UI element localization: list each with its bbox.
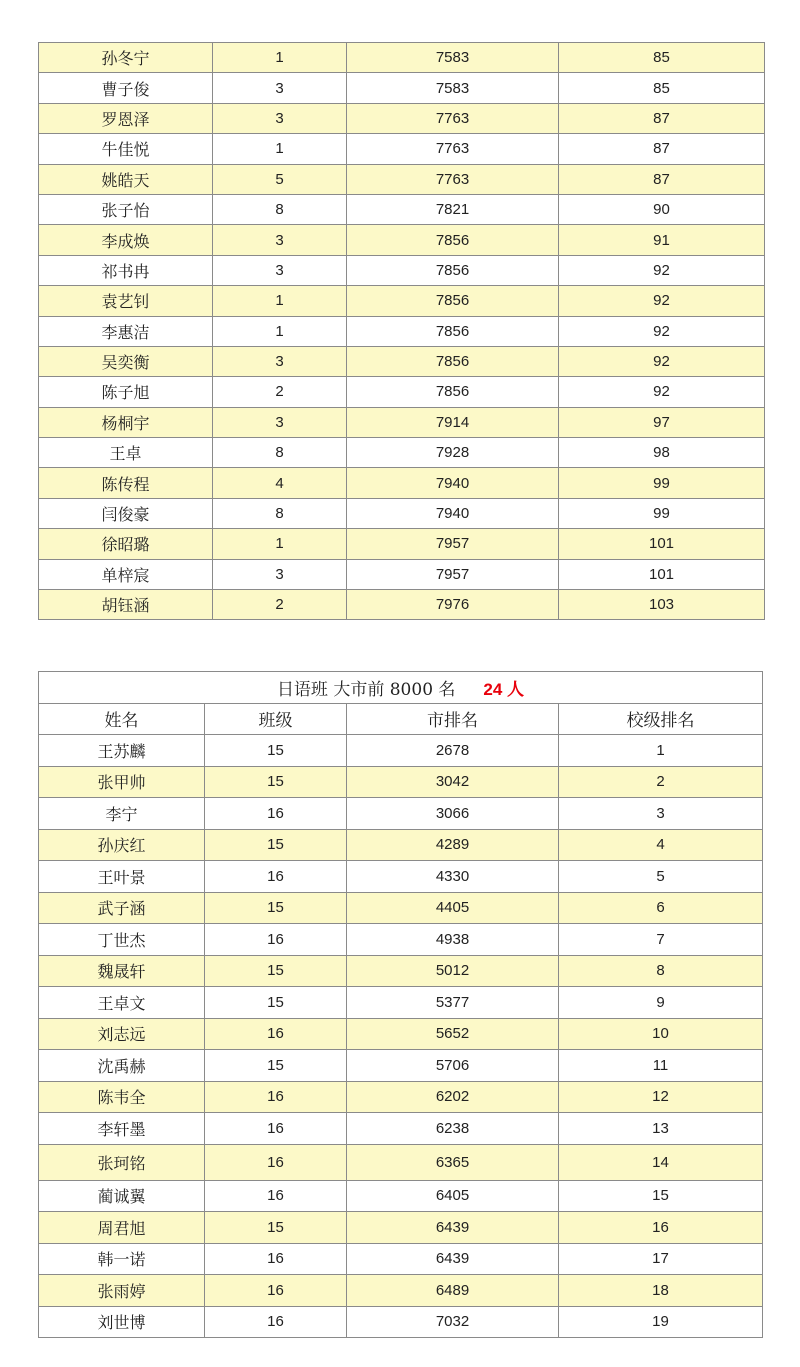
- cell-class: 2: [213, 377, 347, 407]
- cell-school-rank: 19: [559, 1306, 763, 1338]
- table-row: [39, 286, 765, 316]
- cell-class: 3: [213, 255, 347, 285]
- cell-class: 4: [213, 468, 347, 498]
- cell-name: 刘志远: [39, 1018, 205, 1050]
- cell-city-rank: 5377: [347, 987, 559, 1019]
- cell-school-rank: 10: [559, 1018, 763, 1050]
- cell-school-rank: 92: [559, 316, 765, 346]
- cell-name: 陈子旭: [39, 377, 213, 407]
- cell-class: 15: [205, 1212, 347, 1244]
- table-row: [39, 103, 765, 133]
- table-title: [39, 672, 763, 704]
- cell-name: 孙庆红: [39, 829, 205, 861]
- cell-name: 曹子俊: [39, 73, 213, 103]
- cell-city-rank: 7856: [347, 346, 559, 376]
- cell-class: 16: [205, 1081, 347, 1113]
- cell-city-rank: 7763: [347, 134, 559, 164]
- cell-class: 16: [205, 924, 347, 956]
- cell-class: 15: [205, 892, 347, 924]
- cell-name: 沈禹赫: [39, 1050, 205, 1082]
- cell-name: 张甲帅: [39, 766, 205, 798]
- cell-school-rank: 16: [559, 1212, 763, 1244]
- cell-name: 蔺诚翼: [39, 1180, 205, 1212]
- cell-school-rank: 92: [559, 286, 765, 316]
- cell-city-rank: 7821: [347, 194, 559, 224]
- cell-class: 15: [205, 766, 347, 798]
- table-row: [39, 590, 765, 620]
- cell-name: 祁书冉: [39, 255, 213, 285]
- cell-school-rank: 98: [559, 438, 765, 468]
- table-row: [39, 1212, 763, 1244]
- cell-city-rank: 7032: [347, 1306, 559, 1338]
- cell-class: 3: [213, 225, 347, 255]
- cell-school-rank: 99: [559, 468, 765, 498]
- header-school-rank: 校级排名: [559, 703, 763, 735]
- cell-name: 徐昭璐: [39, 529, 213, 559]
- table-row: [39, 529, 765, 559]
- cell-name: 王卓文: [39, 987, 205, 1019]
- cell-school-rank: 18: [559, 1275, 763, 1307]
- cell-name: 吴奕衡: [39, 346, 213, 376]
- cell-class: 3: [213, 407, 347, 437]
- cell-city-rank: 7928: [347, 438, 559, 468]
- cell-school-rank: 103: [559, 590, 765, 620]
- cell-city-rank: 6489: [347, 1275, 559, 1307]
- cell-class: 16: [205, 798, 347, 830]
- cell-city-rank: 4330: [347, 861, 559, 893]
- cell-name: 王卓: [39, 438, 213, 468]
- table-row: [39, 43, 765, 73]
- cell-school-rank: 87: [559, 103, 765, 133]
- cell-school-rank: 5: [559, 861, 763, 893]
- header-name: 姓名: [39, 703, 205, 735]
- top-ranking-table: [38, 42, 765, 620]
- cell-school-rank: 17: [559, 1243, 763, 1275]
- table-row: [39, 1144, 763, 1180]
- cell-school-rank: 4: [559, 829, 763, 861]
- cell-school-rank: 6: [559, 892, 763, 924]
- cell-name: 李惠洁: [39, 316, 213, 346]
- cell-name: 杨桐宇: [39, 407, 213, 437]
- cell-city-rank: 3066: [347, 798, 559, 830]
- table-row: [39, 194, 765, 224]
- table-row: [39, 1306, 763, 1338]
- cell-school-rank: 87: [559, 164, 765, 194]
- header-class: 班级: [205, 703, 347, 735]
- cell-class: 3: [213, 73, 347, 103]
- cell-school-rank: 101: [559, 529, 765, 559]
- cell-city-rank: 6202: [347, 1081, 559, 1113]
- table-title-text: 日语班 大市前 8000 名: [276, 679, 456, 700]
- cell-school-rank: 99: [559, 498, 765, 528]
- cell-school-rank: 85: [559, 43, 765, 73]
- cell-name: 丁世杰: [39, 924, 205, 956]
- table-row: [39, 316, 765, 346]
- cell-school-rank: 90: [559, 194, 765, 224]
- table-row: [39, 255, 765, 285]
- cell-city-rank: 5706: [347, 1050, 559, 1082]
- cell-city-rank: 3042: [347, 766, 559, 798]
- cell-school-rank: 85: [559, 73, 765, 103]
- cell-city-rank: 7583: [347, 43, 559, 73]
- cell-school-rank: 8: [559, 955, 763, 987]
- cell-name: 张雨婷: [39, 1275, 205, 1307]
- table-row: [39, 438, 765, 468]
- cell-class: 16: [205, 861, 347, 893]
- table-row: [39, 225, 765, 255]
- table-row: [39, 1081, 763, 1113]
- cell-name: 姚皓天: [39, 164, 213, 194]
- cell-school-rank: 2: [559, 766, 763, 798]
- cell-class: 2: [213, 590, 347, 620]
- table-row: [39, 377, 765, 407]
- cell-class: 1: [213, 316, 347, 346]
- cell-city-rank: 7583: [347, 73, 559, 103]
- cell-name: 王叶景: [39, 861, 205, 893]
- cell-city-rank: 4289: [347, 829, 559, 861]
- table-row: [39, 134, 765, 164]
- cell-school-rank: 97: [559, 407, 765, 437]
- cell-name: 武子涵: [39, 892, 205, 924]
- cell-city-rank: 7976: [347, 590, 559, 620]
- cell-class: 16: [205, 1144, 347, 1180]
- cell-school-rank: 92: [559, 255, 765, 285]
- cell-class: 8: [213, 194, 347, 224]
- table-row: [39, 1113, 763, 1145]
- cell-name: 闫俊豪: [39, 498, 213, 528]
- cell-class: 15: [205, 735, 347, 767]
- table-row: [39, 861, 763, 893]
- cell-name: 王苏麟: [39, 735, 205, 767]
- cell-city-rank: 7914: [347, 407, 559, 437]
- cell-school-rank: 92: [559, 346, 765, 376]
- cell-class: 8: [213, 498, 347, 528]
- cell-school-rank: 101: [559, 559, 765, 589]
- cell-class: 3: [213, 103, 347, 133]
- table-row: [39, 892, 763, 924]
- cell-class: 15: [205, 1050, 347, 1082]
- cell-name: 周君旭: [39, 1212, 205, 1244]
- table-row: [39, 987, 763, 1019]
- cell-class: 15: [205, 987, 347, 1019]
- cell-city-rank: 7856: [347, 377, 559, 407]
- cell-name: 胡钰涵: [39, 590, 213, 620]
- bottom-table-body: [39, 735, 763, 1338]
- cell-school-rank: 14: [559, 1144, 763, 1180]
- cell-school-rank: 87: [559, 134, 765, 164]
- table-title-row: [39, 672, 763, 704]
- cell-school-rank: 13: [559, 1113, 763, 1145]
- table-row: [39, 766, 763, 798]
- column-header-row: [39, 703, 763, 735]
- cell-city-rank: 6405: [347, 1180, 559, 1212]
- cell-name: 陈韦全: [39, 1081, 205, 1113]
- cell-name: 李宁: [39, 798, 205, 830]
- cell-city-rank: 7957: [347, 559, 559, 589]
- cell-city-rank: 7856: [347, 225, 559, 255]
- table-row: [39, 346, 765, 376]
- cell-city-rank: 4405: [347, 892, 559, 924]
- table-row: [39, 1050, 763, 1082]
- cell-city-rank: 7763: [347, 103, 559, 133]
- cell-class: 16: [205, 1113, 347, 1145]
- student-count: 24 人: [483, 679, 525, 699]
- cell-school-rank: 15: [559, 1180, 763, 1212]
- cell-city-rank: 7856: [347, 255, 559, 285]
- cell-name: 韩一诺: [39, 1243, 205, 1275]
- cell-class: 3: [213, 346, 347, 376]
- cell-city-rank: 6439: [347, 1243, 559, 1275]
- cell-class: 1: [213, 134, 347, 164]
- cell-name: 李成焕: [39, 225, 213, 255]
- cell-city-rank: 5012: [347, 955, 559, 987]
- cell-school-rank: 12: [559, 1081, 763, 1113]
- cell-city-rank: 7940: [347, 498, 559, 528]
- cell-class: 16: [205, 1306, 347, 1338]
- cell-class: 5: [213, 164, 347, 194]
- table-row: [39, 955, 763, 987]
- cell-school-rank: 91: [559, 225, 765, 255]
- table-row: [39, 829, 763, 861]
- table-row: [39, 1018, 763, 1050]
- table-row: [39, 164, 765, 194]
- cell-school-rank: 1: [559, 735, 763, 767]
- table-row: [39, 1180, 763, 1212]
- cell-name: 刘世博: [39, 1306, 205, 1338]
- cell-city-rank: 7856: [347, 316, 559, 346]
- cell-class: 3: [213, 559, 347, 589]
- cell-class: 16: [205, 1243, 347, 1275]
- cell-city-rank: 5652: [347, 1018, 559, 1050]
- cell-school-rank: 92: [559, 377, 765, 407]
- cell-city-rank: 7940: [347, 468, 559, 498]
- cell-school-rank: 11: [559, 1050, 763, 1082]
- cell-name: 陈传程: [39, 468, 213, 498]
- cell-school-rank: 7: [559, 924, 763, 956]
- cell-city-rank: 7763: [347, 164, 559, 194]
- top-table-body: [39, 43, 765, 620]
- cell-class: 16: [205, 1180, 347, 1212]
- table-row: [39, 73, 765, 103]
- table-row: [39, 468, 765, 498]
- cell-name: 牛佳悦: [39, 134, 213, 164]
- cell-name: 张珂铭: [39, 1144, 205, 1180]
- cell-school-rank: 9: [559, 987, 763, 1019]
- table-row: [39, 735, 763, 767]
- cell-class: 15: [205, 955, 347, 987]
- cell-school-rank: 3: [559, 798, 763, 830]
- cell-class: 16: [205, 1018, 347, 1050]
- cell-city-rank: 4938: [347, 924, 559, 956]
- cell-city-rank: 6238: [347, 1113, 559, 1145]
- japanese-class-ranking-table: [38, 671, 763, 1338]
- cell-name: 袁艺钊: [39, 286, 213, 316]
- table-row: [39, 1243, 763, 1275]
- table-row: [39, 1275, 763, 1307]
- cell-name: 孙冬宁: [39, 43, 213, 73]
- cell-name: 罗恩泽: [39, 103, 213, 133]
- cell-city-rank: 7957: [347, 529, 559, 559]
- cell-city-rank: 2678: [347, 735, 559, 767]
- cell-city-rank: 7856: [347, 286, 559, 316]
- table-row: [39, 798, 763, 830]
- cell-class: 1: [213, 43, 347, 73]
- table-row: [39, 924, 763, 956]
- header-city-rank: 市排名: [347, 703, 559, 735]
- cell-class: 15: [205, 829, 347, 861]
- cell-name: 魏晟轩: [39, 955, 205, 987]
- table-row: [39, 559, 765, 589]
- cell-class: 1: [213, 286, 347, 316]
- cell-name: 李轩墨: [39, 1113, 205, 1145]
- cell-city-rank: 6365: [347, 1144, 559, 1180]
- cell-class: 16: [205, 1275, 347, 1307]
- cell-class: 8: [213, 438, 347, 468]
- cell-name: 张子怡: [39, 194, 213, 224]
- table-row: [39, 498, 765, 528]
- cell-name: 单梓宸: [39, 559, 213, 589]
- cell-class: 1: [213, 529, 347, 559]
- table-row: [39, 407, 765, 437]
- cell-city-rank: 6439: [347, 1212, 559, 1244]
